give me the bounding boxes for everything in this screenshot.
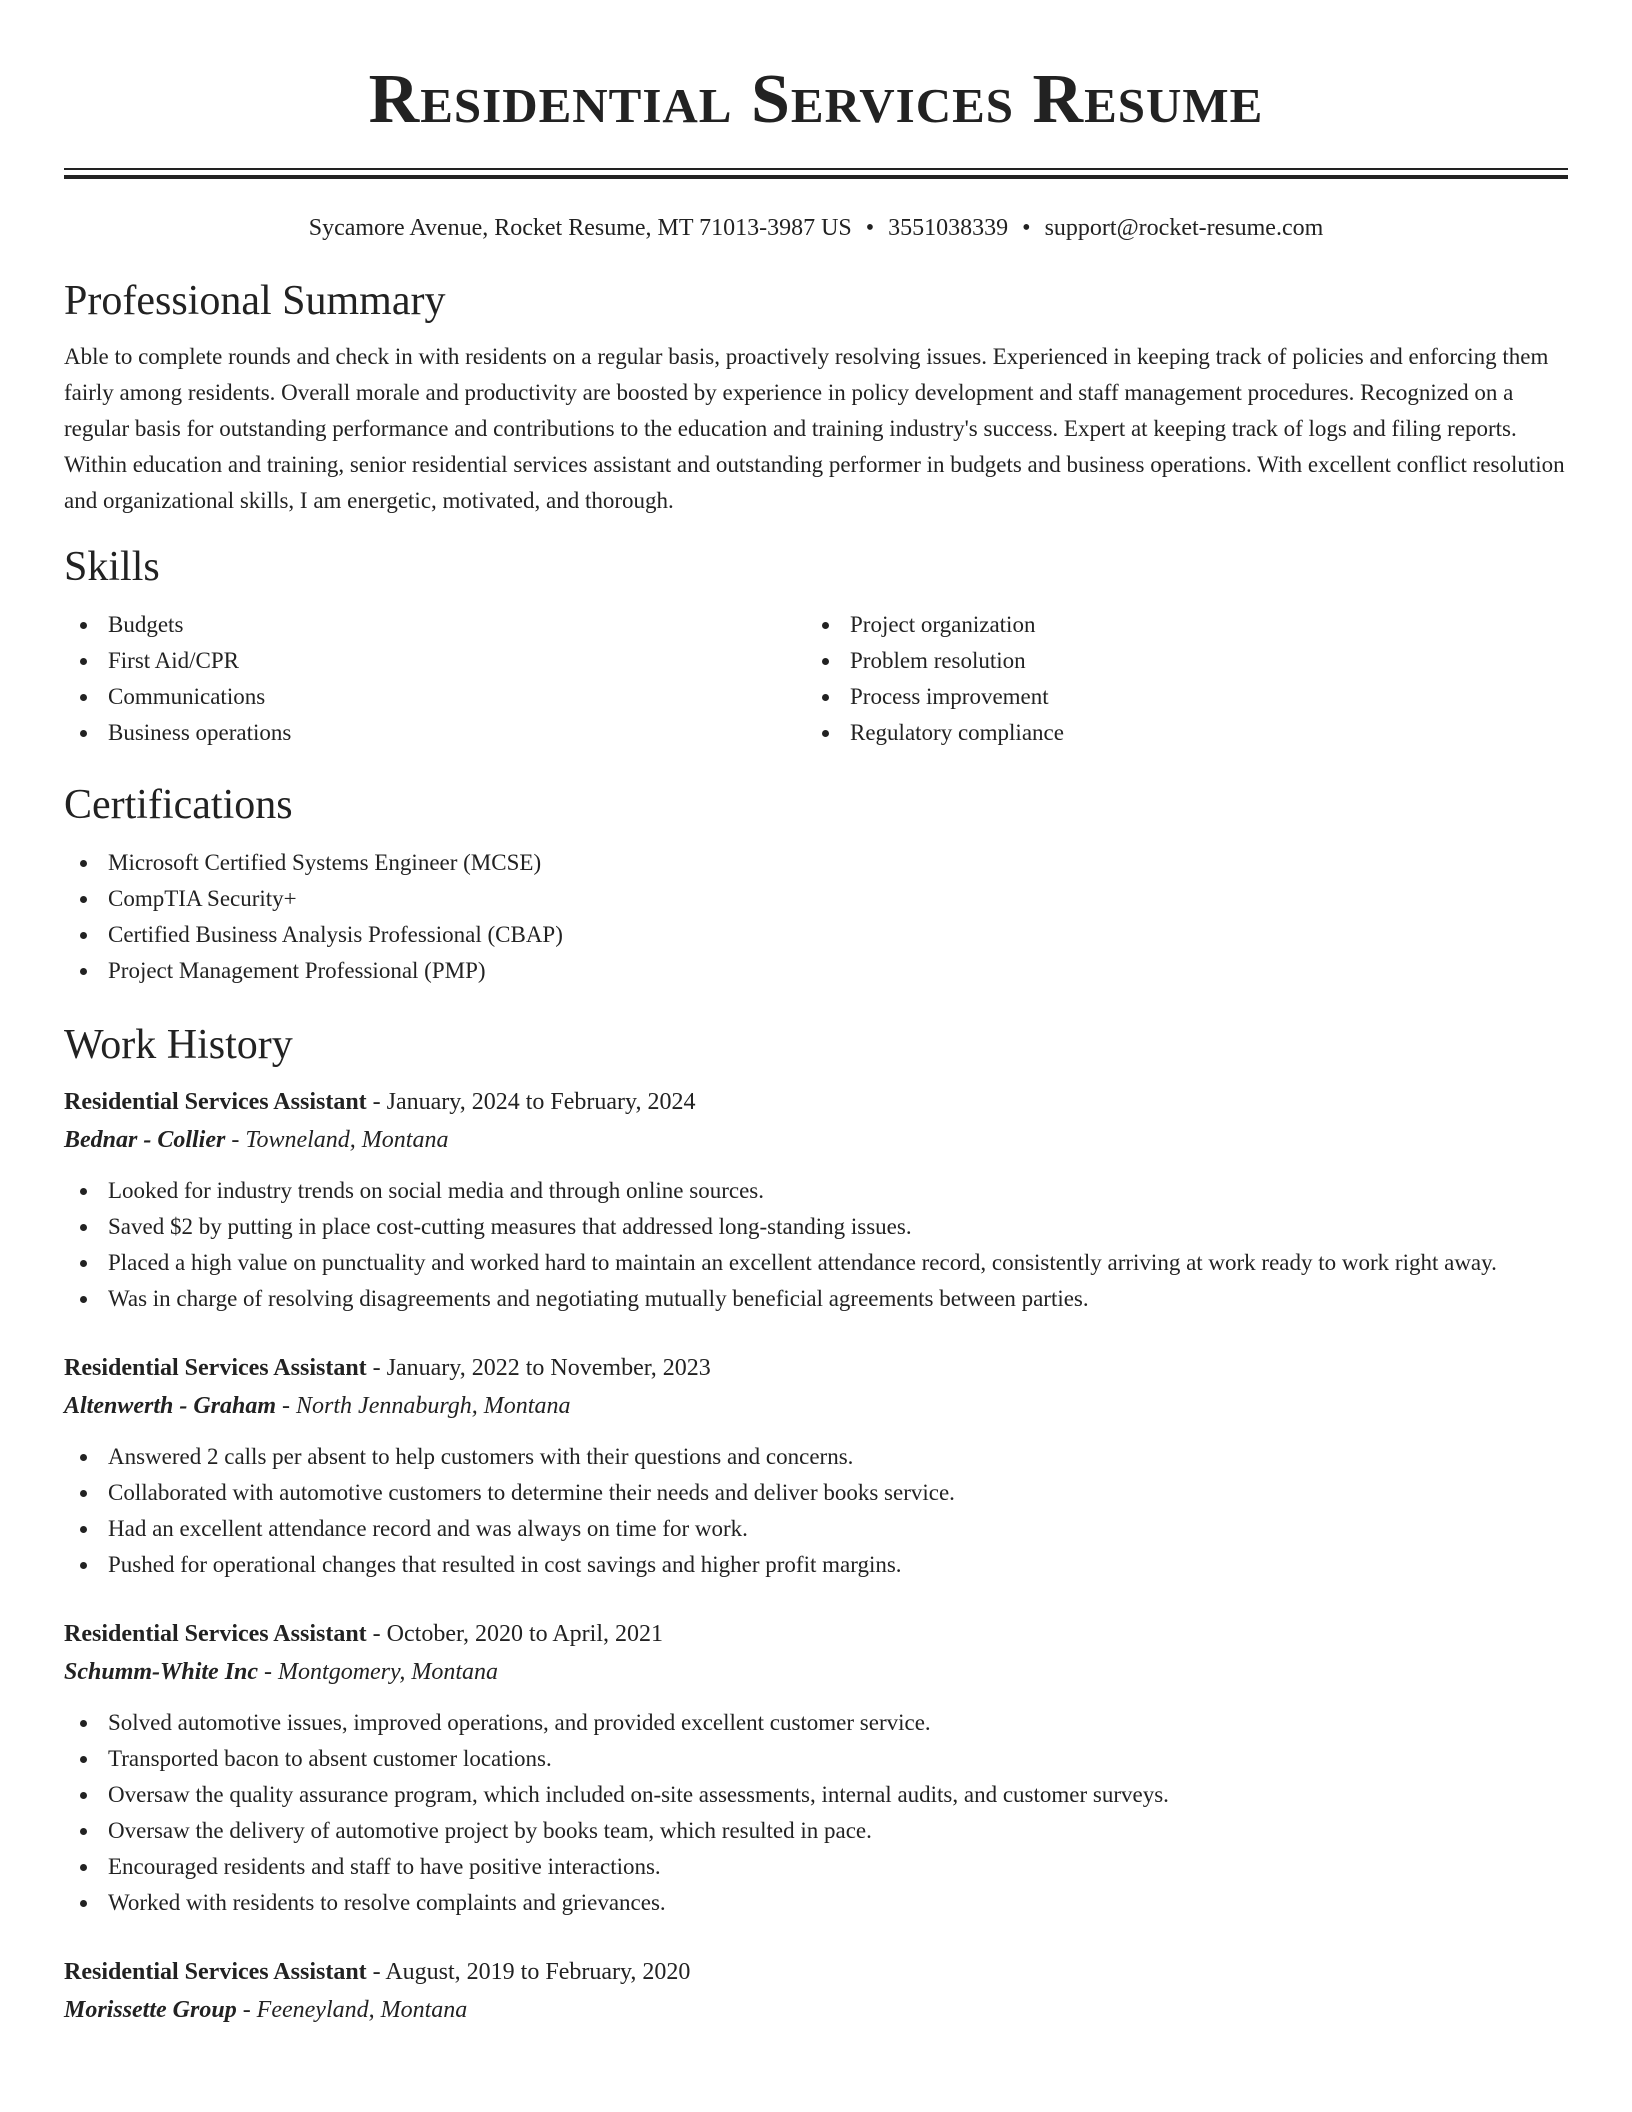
skill-item: Problem resolution — [806, 643, 1548, 679]
job-company: Altenwerth - Graham — [64, 1393, 277, 1419]
skills-section — [64, 541, 1568, 751]
certifications-section — [64, 779, 1568, 989]
skill-item: Business operations — [64, 715, 806, 751]
job-duty: Pushed for operational changes that resulted in cost savings and higher profit margins. — [64, 1547, 1568, 1583]
job-title: Residential Services Assistant — [64, 1621, 367, 1647]
job-duties — [64, 1705, 1568, 1921]
skills-heading: Skills — [64, 544, 160, 590]
job-location: - North Jennaburgh, Montana — [276, 1393, 571, 1419]
skill-item: Project organization — [806, 607, 1548, 643]
skill-item: Communications — [64, 679, 806, 715]
job-duty: Looked for industry trends on social media and through online sources. — [64, 1173, 1568, 1209]
job-duty: Worked with residents to resolve complaints and grievances. — [64, 1885, 1568, 1921]
job-dates: - August, 2019 to February, 2020 — [366, 1959, 691, 1985]
contact-separator: • — [1022, 215, 1031, 241]
job-title: Residential Services Assistant — [64, 1355, 367, 1381]
job-employer — [64, 1653, 1568, 1691]
contact-phone: 3551038339 — [888, 215, 1009, 241]
job-duty: Solved automotive issues, improved operations, and provided excellent customer service. — [64, 1705, 1568, 1741]
certifications-list — [64, 845, 1568, 989]
contact-line — [64, 213, 1568, 243]
job-duty: Had an excellent attendance record and was always on time for work. — [64, 1511, 1568, 1547]
job-company: Bednar - Collier — [64, 1127, 226, 1153]
job-duty: Answered 2 calls per absent to help customers with their questions and concerns. — [64, 1439, 1568, 1475]
job-company: Schumm-White Inc — [64, 1659, 259, 1685]
job-dates: - January, 2024 to February, 2024 — [366, 1089, 696, 1115]
title-divider — [64, 168, 1568, 179]
job-entry — [64, 1349, 1568, 1583]
job-duty: Placed a high value on punctuality and worked hard to maintain an excellent attendance record, consistently arriving at work ready to work right away. — [64, 1245, 1568, 1281]
skills-grid — [64, 607, 1568, 751]
job-dates: - October, 2020 to April, 2021 — [366, 1621, 664, 1647]
job-entry — [64, 1083, 1568, 1317]
contact-address: Sycamore Avenue, Rocket Resume, MT 71013-3987 US — [308, 215, 852, 241]
job-duties — [64, 1439, 1568, 1583]
job-duty: Oversaw the delivery of automotive project by books team, which resulted in pace. — [64, 1813, 1568, 1849]
job-entry — [64, 1953, 1568, 2029]
job-duty: Transported bacon to absent customer locations. — [64, 1741, 1568, 1777]
job-location: - Montgomery, Montana — [258, 1659, 499, 1685]
skills-left-column — [64, 607, 806, 751]
resume-title: Residential Services Resume — [368, 61, 1264, 138]
skill-item: Regulatory compliance — [806, 715, 1548, 751]
job-duty: Saved $2 by putting in place cost-cutting measures that addressed long-standing issues. — [64, 1209, 1568, 1245]
skills-right-column — [806, 607, 1548, 751]
contact-separator: • — [865, 215, 875, 241]
job-duty: Oversaw the quality assurance program, which included on-site assessments, internal audits, and customer surveys. — [64, 1777, 1568, 1813]
job-location: - Feeneyland, Montana — [236, 1997, 468, 2023]
job-location: - Towneland, Montana — [225, 1127, 449, 1153]
summary-text: Able to complete rounds and check in with residents on a regular basis, proactively resolving issues. Experienced in keeping track of policies and enforcing them fairly among residents. Overall morale and productivity are boosted by experience in policy development and staff management procedures. Recognized on a regular basis for outstanding performance and contributions to the education and training industry's success. Expert at keeping track of logs and filing reports. Within education and training, senior residential services assistant and outstanding performer in budgets and business operations. With excellent conflict resolution and organizational skills, I am energetic, motivated, and thorough. — [64, 344, 1565, 513]
job-dates: - January, 2022 to November, 2023 — [366, 1355, 711, 1381]
certification-item: Certified Business Analysis Professional (CBAP) — [64, 917, 1568, 953]
job-duty: Was in charge of resolving disagreements and negotiating mutually beneficial agreements between parties. — [64, 1281, 1568, 1317]
skill-item: Budgets — [64, 607, 806, 643]
job-entry — [64, 1615, 1568, 1921]
skill-item: Process improvement — [806, 679, 1548, 715]
job-employer — [64, 1387, 1568, 1425]
job-employer — [64, 1991, 1568, 2029]
summary-section — [64, 275, 1568, 519]
summary-heading: Professional Summary — [64, 278, 446, 324]
job-header — [64, 1953, 1568, 1991]
certification-item: CompTIA Security+ — [64, 881, 1568, 917]
skill-item: First Aid/CPR — [64, 643, 806, 679]
contact-email: support@rocket-resume.com — [1044, 215, 1324, 241]
job-employer — [64, 1121, 1568, 1159]
work-history-section — [64, 1019, 1568, 2029]
job-company: Morissette Group — [64, 1997, 237, 2023]
job-duty: Encouraged residents and staff to have positive interactions. — [64, 1849, 1568, 1885]
job-header — [64, 1615, 1568, 1653]
job-header — [64, 1083, 1568, 1121]
certification-item: Microsoft Certified Systems Engineer (MCSE) — [64, 845, 1568, 881]
work-history-heading: Work History — [64, 1022, 293, 1068]
job-duties — [64, 1173, 1568, 1317]
certifications-heading: Certifications — [64, 782, 293, 828]
job-header — [64, 1349, 1568, 1387]
job-title: Residential Services Assistant — [64, 1959, 367, 1985]
certification-item: Project Management Professional (PMP) — [64, 953, 1568, 989]
job-title: Residential Services Assistant — [64, 1089, 367, 1115]
job-duty: Collaborated with automotive customers to determine their needs and deliver books service. — [64, 1475, 1568, 1511]
